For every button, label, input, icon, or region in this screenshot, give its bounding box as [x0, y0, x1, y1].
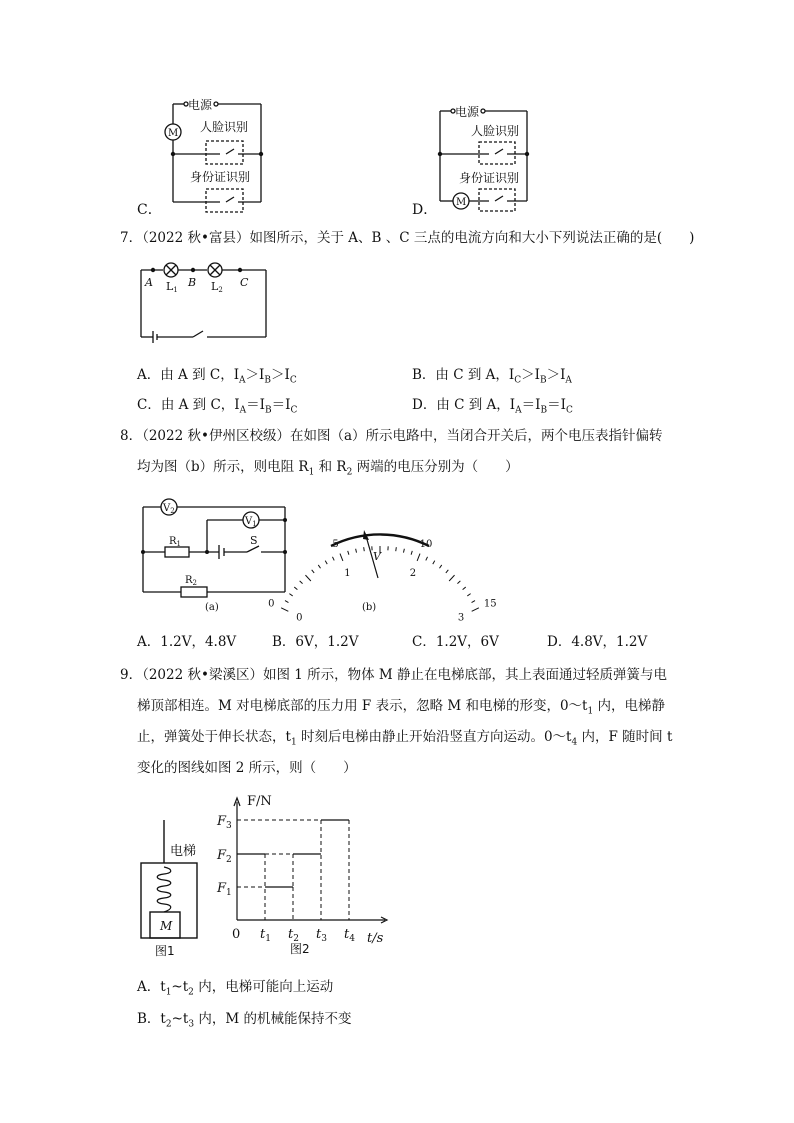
face-label: 人脸识别	[471, 124, 520, 138]
origin-label: 0	[232, 927, 241, 942]
switch-s-label: S	[250, 534, 258, 547]
point-c-label: C	[240, 276, 249, 289]
dial-tick	[411, 551, 412, 555]
dial-tick	[417, 554, 420, 561]
q8-option-c[interactable]: C．1.2V，6V	[412, 634, 499, 650]
motor-symbol: M	[168, 128, 179, 139]
caption-b: (b)	[362, 602, 377, 613]
dial-tick	[396, 547, 397, 551]
q8-option-b[interactable]: B．6V，1.2V	[272, 634, 359, 650]
q7-option-a[interactable]: A．由 A 到 C，$I_A>I_B>I_C$	[137, 367, 297, 386]
dial-tick	[312, 570, 314, 573]
dial-tick	[433, 561, 435, 564]
q8-option-a[interactable]: A．1.2V，4.8V	[137, 634, 237, 650]
elevator-label: 电梯	[170, 844, 197, 859]
q9-option-a[interactable]: A．$t_1\sim t_2$ 内，电梯可能向上运动	[137, 979, 334, 998]
resistor-r1-label: $R_1$	[169, 536, 181, 548]
meter-unit: V	[373, 550, 381, 563]
x-axis-label: t/s	[367, 931, 384, 946]
dial-tick	[426, 557, 428, 561]
dial-tick	[356, 549, 357, 553]
dial-tick	[325, 561, 327, 564]
q7-option-d[interactable]: D．由 C 到 A，$I_A=I_B=I_C$	[412, 397, 573, 416]
q7-circuit-figure	[135, 255, 275, 345]
dial-tick	[305, 575, 310, 581]
dial-tick	[472, 601, 475, 603]
dial-tick	[463, 587, 466, 590]
option-c-label: C．	[137, 202, 162, 218]
point-b-label: B	[188, 276, 197, 289]
dial-tick	[439, 565, 441, 568]
id-label: 身份证识别	[459, 171, 520, 185]
power-label: 电源	[455, 105, 480, 119]
id-label: 身份证识别	[190, 170, 251, 184]
resistor-r2-label: $R_2$	[185, 575, 197, 587]
q8-option-d[interactable]: D．4.8V，1.2V	[547, 634, 648, 650]
dial-tick	[472, 608, 479, 612]
dial-inner-label: 3	[457, 612, 465, 624]
dial-tick	[403, 549, 404, 553]
dial-tick	[318, 565, 320, 568]
q7-option-b[interactable]: B．由 C 到 A，$I_C>I_B>I_A$	[412, 367, 572, 386]
option-d-label: D．	[412, 202, 438, 218]
voltmeter-v2: $V_2$	[163, 503, 175, 515]
dial-tick	[340, 554, 343, 561]
x-tick-label: $t_2$	[288, 927, 299, 944]
lamp-l2-label: L2	[211, 280, 223, 294]
y-tick-label: $F_1$	[217, 881, 232, 898]
q9-option-b[interactable]: B．$t_2\sim t_3$ 内，M 的机械能保持不变	[137, 1011, 352, 1030]
lamp-l1-label: L1	[166, 280, 178, 294]
motor-symbol: M	[456, 197, 467, 208]
caption-a: (a)	[205, 602, 219, 613]
mass-label: M	[160, 919, 173, 933]
x-tick-label: $t_3$	[316, 927, 327, 944]
q9-line2: 梯顶部相连。M 对电梯底部的压力用 F 表示，忽略 M 和电梯的形变，$0\sim t_1$ 内，电梯静	[137, 698, 666, 717]
q7-stem: 7．（2022 秋•富县）如图所示，关于 A、B 、C 三点的电流方向和大小下列说法正确的是( )	[120, 230, 695, 246]
circuit-d-figure	[405, 98, 555, 218]
figure-2-caption: 图2	[290, 942, 310, 956]
q9-figure-1	[135, 815, 215, 960]
q8-stem-line1: 8．（2022 秋•伊州区校级）在如图（a）所示电路中，当闭合开关后，两个电压表指针偏转	[120, 428, 663, 444]
y-axis-label: F/N	[247, 794, 272, 809]
dial-outer-label: 5	[332, 539, 339, 551]
x-tick-label: $t_4$	[344, 927, 355, 944]
dial-outer-label: 0	[268, 598, 275, 610]
face-label: 人脸识别	[200, 120, 249, 134]
dial-inner-label: 1	[344, 568, 351, 580]
y-tick-label: $F_3$	[217, 814, 232, 831]
dial-tick	[300, 581, 303, 584]
q7-option-c[interactable]: C．由 A 到 C，$I_A=I_B=I_C$	[137, 397, 298, 416]
dial-tick	[457, 581, 460, 584]
dial-inner-label: 2	[409, 568, 417, 580]
q8-stem-line2: 均为图（b）所示，则电阻 $R_1$ 和 $R_2$ 两端的电压分别为（ ）	[137, 459, 519, 478]
dial-tick	[332, 557, 334, 561]
point-a-label: A	[145, 276, 153, 289]
q9-line3: 止，弹簧处于伸长状态，$t_1$ 时刻后电梯由静止开始沿竖直方向运动。$0\sim t_4$ 内，F 随时间 t	[137, 729, 673, 748]
figure-1-caption: 图1	[155, 944, 175, 958]
dial-tick	[467, 594, 470, 596]
dial-tick	[446, 570, 448, 573]
q9-line1: 9．（2022 秋•梁溪区）如图 1 所示，物体 M 静止在电梯底部，其上表面通过轻质弹簧与电	[120, 667, 668, 683]
voltmeter-v1: $V_1$	[245, 516, 257, 528]
q8-meter-b-figure	[268, 500, 497, 624]
power-label: 电源	[188, 98, 213, 112]
q9-figure-2-chart	[215, 790, 395, 960]
dial-tick	[348, 551, 349, 555]
dial-inner-label: 0	[296, 612, 303, 624]
dial-tick	[449, 575, 454, 581]
dial-tick	[364, 547, 365, 551]
dial-outer-label: 10	[419, 539, 433, 551]
y-tick-label: $F_2$	[217, 848, 232, 865]
dial-outer-label: 15	[483, 598, 497, 610]
q9-line4: 变化的图线如图 2 所示，则（ ）	[137, 760, 357, 776]
x-tick-label: $t_1$	[260, 927, 271, 944]
